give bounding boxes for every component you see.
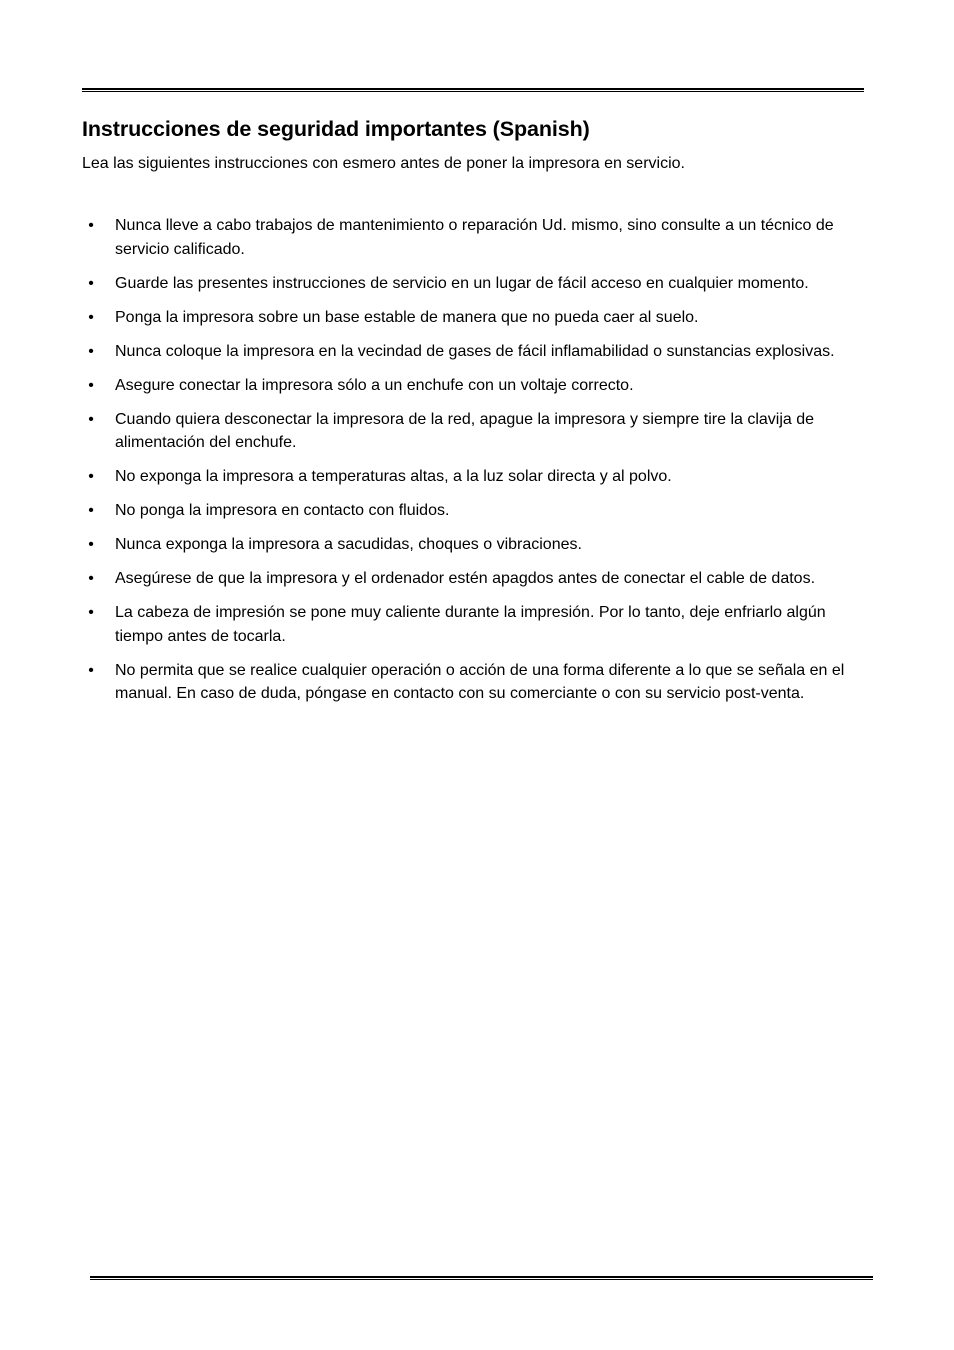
bullet-icon: • xyxy=(88,342,94,360)
list-item xyxy=(82,408,874,455)
list-item-text: La cabeza de impresión se pone muy caliente durante la impresión. Por lo tanto, deje enfriarlo algún tiempo antes de tocarla. xyxy=(115,604,826,645)
list-item xyxy=(82,306,874,330)
list-item-text: Nunca exponga la impresora a sacudidas, choques o vibraciones. xyxy=(115,536,582,553)
bullet-icon: • xyxy=(88,661,94,679)
bullet-icon: • xyxy=(88,376,94,394)
bullet-icon: • xyxy=(88,502,94,519)
list-item-text: Asegure conectar la impresora sólo a un enchufe con un voltaje correcto. xyxy=(115,376,634,394)
bullet-icon: • xyxy=(88,570,94,587)
safety-instructions-list xyxy=(82,214,874,706)
list-item-text: Nunca coloque la impresora en la vecindad de gases de fácil inflamabilidad o sunstancias explosivas. xyxy=(115,342,835,360)
list-item-text: Ponga la impresora sobre un base estable de manera que no pueda caer al suelo. xyxy=(115,308,699,326)
list-item xyxy=(82,465,874,489)
bullet-icon: • xyxy=(88,410,94,428)
list-item-text: Cuando quiera desconectar la impresora de la red, apague la impresora y siempre tire la clavija de alimentación del enchufe. xyxy=(115,410,815,451)
bullet-icon: • xyxy=(88,604,94,621)
list-item xyxy=(82,533,874,557)
list-item xyxy=(82,659,874,706)
list-item-text: Guarde las presentes instrucciones de servicio en un lugar de fácil acceso en cualquier momento. xyxy=(115,274,809,292)
list-item-text: No permita que se realice cualquier operación o acción de una forma diferente a lo que se señala en el manual. En caso de duda, póngase en contacto con su comerciante o con su servicio post-venta. xyxy=(115,661,845,702)
list-item xyxy=(82,340,874,364)
bullet-icon: • xyxy=(88,536,94,553)
list-item xyxy=(82,499,874,523)
list-item xyxy=(82,272,874,296)
page-title: Instrucciones de seguridad importantes (Spanish) xyxy=(82,117,590,141)
page-content xyxy=(82,114,874,716)
header-rule xyxy=(82,88,864,92)
bullet-icon: • xyxy=(88,468,94,485)
bullet-icon: • xyxy=(88,217,94,234)
list-item xyxy=(82,374,874,398)
bullet-icon: • xyxy=(88,308,94,326)
list-item-text: Nunca lleve a cabo trabajos de mantenimiento o reparación Ud. mismo, sino consulte a un técnico de servicio calificado. xyxy=(115,217,834,258)
list-item-text: Asegúrese de que la impresora y el ordenador estén apagdos antes de conectar el cable de datos. xyxy=(115,570,816,587)
intro-text: Lea las siguientes instrucciones con esmero antes de poner la impresora en servicio. xyxy=(82,155,685,172)
footer-rule xyxy=(90,1276,873,1280)
list-item xyxy=(82,601,874,648)
list-item xyxy=(82,567,874,591)
bullet-icon: • xyxy=(88,274,94,292)
list-item-text: No ponga la impresora en contacto con fluidos. xyxy=(115,502,450,519)
list-item xyxy=(82,214,874,261)
list-item-text: No exponga la impresora a temperaturas altas, a la luz solar directa y al polvo. xyxy=(115,468,672,485)
